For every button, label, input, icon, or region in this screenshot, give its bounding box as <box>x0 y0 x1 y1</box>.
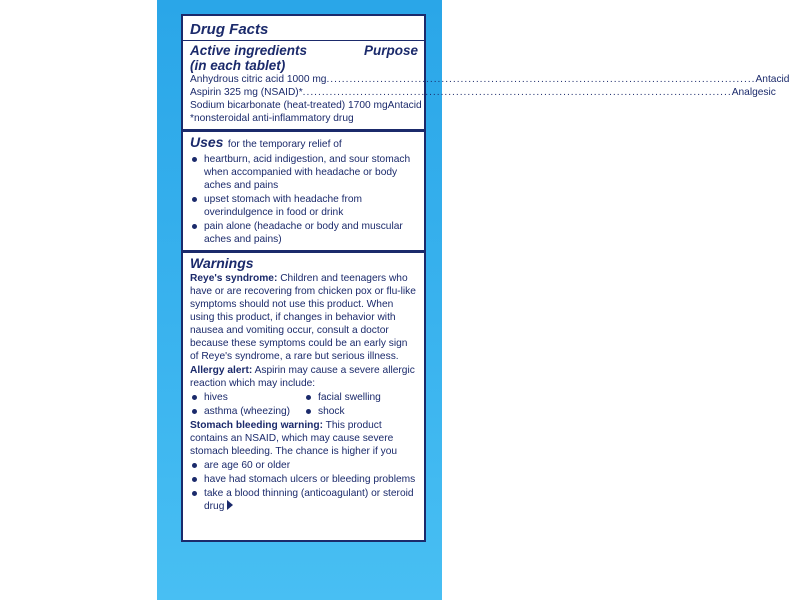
list-item: asthma (wheezing) <box>190 405 304 418</box>
ingredient-purpose: Antacid <box>387 100 422 111</box>
ingredient-name: Anhydrous citric acid 1000 mg <box>190 74 327 85</box>
list-item: pain alone (headache or body and muscular aches and pains) <box>190 220 418 246</box>
list-item-text: take a blood thinning (anticoagulant) or steroid drug <box>204 488 414 512</box>
list-item: have had stomach ulcers or bleeding problems <box>190 473 418 486</box>
reye-paragraph <box>190 272 418 363</box>
purpose-heading: Purpose <box>363 43 418 58</box>
list-item: hives <box>190 391 304 404</box>
leader-dots <box>303 86 732 99</box>
reye-text: Children and teenagers who have or are recovering from chicken pox or flu-like symptoms should not use this product. When using this product, if changes in behavior with nausea and vomiting occur, consult a doctor because these symptoms could be an early sign of Reye's syndrome, a rare but serious illness. <box>190 273 416 362</box>
uses-title: Uses <box>190 134 224 150</box>
warnings-section <box>183 253 424 517</box>
active-ingredients-subheading: (in each tablet) <box>190 58 286 73</box>
active-ingredients-header-row <box>190 43 418 58</box>
uses-section <box>183 132 424 253</box>
warnings-title: Warnings <box>190 255 254 271</box>
bleeding-paragraph <box>190 419 418 458</box>
bleeding-list <box>190 459 418 513</box>
ingredient-name: Aspirin 325 mg (NSAID)* <box>190 87 303 98</box>
allergy-label: Allergy alert: <box>190 365 253 376</box>
drug-facts-panel <box>181 14 789 542</box>
active-ingredients-heading: Active ingredients <box>190 43 308 58</box>
drug-facts-title: Drug Facts <box>190 21 269 38</box>
footnote: *nonsteroidal anti-inflammatory drug <box>190 113 354 124</box>
bleeding-text: This product contains an NSAID, which may cause severe stomach bleeding. The chance is higher if you <box>190 420 398 457</box>
uses-list <box>190 153 418 246</box>
drug-facts-header-section <box>183 16 789 132</box>
allergy-paragraph <box>190 364 418 390</box>
allergy-list <box>190 390 418 418</box>
ingredient-row <box>190 86 776 99</box>
ingredient-row <box>190 99 422 112</box>
ingredient-row <box>190 73 789 86</box>
allergy-text: Aspirin may cause a severe allergic reaction which may include: <box>190 365 415 389</box>
list-item: facial swelling <box>304 391 418 404</box>
list-item: heartburn, acid indigestion, and sour stomach when accompanied with headache or body aches and pains <box>190 153 418 192</box>
leader-dots <box>326 73 755 86</box>
list-item: shock <box>304 405 418 418</box>
ingredient-purpose: Antacid <box>755 74 789 85</box>
list-item: upset stomach with headache from overindulgence in food or drink <box>190 193 418 219</box>
allergy-list-right <box>304 390 418 418</box>
reye-label: Reye's syndrome: <box>190 273 278 284</box>
bleeding-label: Stomach bleeding warning: <box>190 420 324 431</box>
ingredient-purpose: Analgesic <box>731 87 776 98</box>
list-item <box>190 487 418 513</box>
ingredient-name: Sodium bicarbonate (heat-treated) 1700 mg <box>190 100 388 111</box>
divider <box>183 40 424 41</box>
allergy-list-left <box>190 390 304 418</box>
uses-intro: for the temporary relief of <box>227 139 342 150</box>
list-item: are age 60 or older <box>190 459 418 472</box>
continue-arrow-icon <box>227 500 233 510</box>
